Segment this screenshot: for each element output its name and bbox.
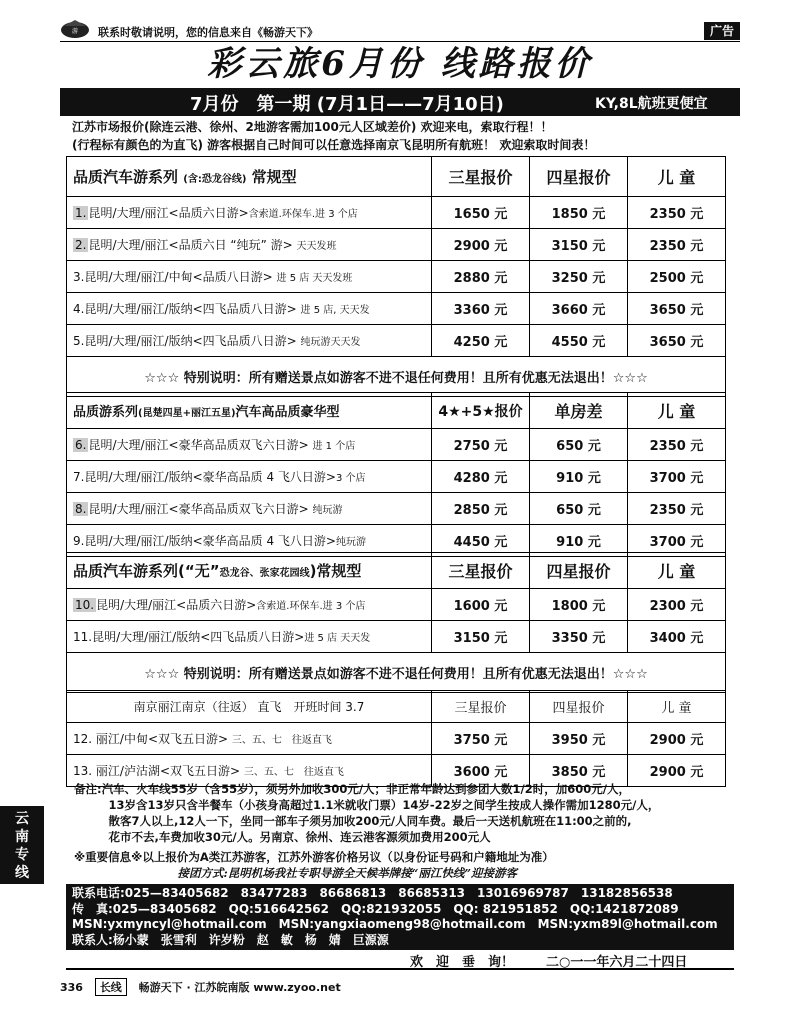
col-3star: 三星报价	[432, 691, 530, 723]
table-row	[67, 325, 726, 357]
table-row	[67, 229, 726, 261]
route-name: 昆明/大理/丽江/版纳<四飞品质八日游>	[92, 630, 305, 644]
route-name: 丽江/泸沽湖<双飞五日游>	[95, 764, 241, 778]
price-single-room: 910 元	[530, 461, 628, 493]
table-header-row	[67, 553, 726, 589]
route-extra: 3 个店	[335, 473, 366, 484]
region-side-tab	[0, 806, 44, 884]
row-number: 2.	[75, 238, 87, 252]
route-name: 昆明/大理/丽江/版纳<四飞品质八日游>	[84, 302, 297, 316]
price-child: 2350 元	[628, 429, 726, 461]
price-child: 2900 元	[628, 723, 726, 755]
price-4-5star: 4450 元	[432, 525, 530, 557]
row-number: 8.	[75, 502, 87, 516]
table-row	[67, 197, 726, 229]
series-sub: (昆楚四星+丽江五星)	[138, 408, 236, 419]
price-child: 3700 元	[628, 461, 726, 493]
table-row	[67, 293, 726, 325]
price-child: 2900 元	[628, 755, 726, 787]
col-4star: 四星报价	[530, 691, 628, 723]
price-4star: 1850 元	[530, 197, 628, 229]
magazine-logo	[60, 18, 90, 40]
route-extra: 三、五、七 往返直飞	[231, 735, 332, 746]
route-name: 昆明/大理/丽江/中甸<品质八日游>	[84, 270, 273, 284]
price-child: 2300 元	[628, 589, 726, 621]
row-number: 4.	[73, 302, 85, 316]
row-number: 13.	[73, 764, 93, 778]
route-extra: 纯玩游天天发	[300, 337, 361, 348]
price-child: 2350 元	[628, 493, 726, 525]
row-number: 11.	[73, 630, 93, 644]
row-number: 3.	[73, 270, 85, 284]
series-title	[67, 393, 432, 429]
row-number: 9.	[73, 534, 85, 548]
route-name: 昆明/大理/丽江<品质六日游>	[96, 598, 257, 612]
price-table-no-dino	[66, 552, 726, 693]
table-row	[67, 429, 726, 461]
route-name: 昆明/大理/丽江/版纳<四飞品质八日游>	[84, 334, 297, 348]
price-child: 2350 元	[628, 197, 726, 229]
section-label: 长线	[95, 978, 127, 996]
row-number: 1.	[75, 206, 87, 220]
col-4star: 四星报价	[530, 553, 628, 589]
price-single-room: 910 元	[530, 525, 628, 557]
row-number: 5.	[73, 334, 85, 348]
contact-block	[66, 884, 734, 950]
price-3star: 3600 元	[432, 755, 530, 787]
row-number: 7.	[73, 470, 85, 484]
remark-line: 13岁含13岁只含半餐车（小孩身高超过1.1米就收门票）14岁-22岁之间学生按成人操作需加1280元/人，	[74, 798, 660, 812]
route-cell	[67, 293, 432, 325]
price-table-standard	[66, 156, 726, 397]
price-child: 2500 元	[628, 261, 726, 293]
col-3star: 三星报价	[432, 157, 530, 197]
price-child: 3650 元	[628, 293, 726, 325]
price-4-5star: 2750 元	[432, 429, 530, 461]
series-title	[67, 157, 432, 197]
price-3star: 1650 元	[432, 197, 530, 229]
route-name: 昆明/大理/丽江/版纳<豪华高品质 4 飞八日游>	[84, 534, 336, 548]
col-4-5star: 4★+5★报价	[432, 393, 530, 429]
table-row	[67, 589, 726, 621]
banner-period: 7月份 第一期 (7月1日——7月10日)	[190, 94, 504, 115]
price-4star: 3250 元	[530, 261, 628, 293]
special-note: ☆☆☆ 特别说明：所有赠送景点如游客不进不退任何费用！且所有优惠无法退出！☆☆☆	[67, 357, 726, 397]
ad-tag: 广告	[704, 22, 740, 40]
welcome-text: 欢 迎 垂 询！	[410, 955, 515, 970]
price-4star: 4550 元	[530, 325, 628, 357]
col-child: 儿 童	[628, 393, 726, 429]
price-3star: 1600 元	[432, 589, 530, 621]
remark-line: 备注:汽车、火车线55岁（含55岁），须另外加收300元/人；非正常年龄达到参团人数1/2时，加600元/人，	[74, 782, 630, 796]
remark-line: 花市不去,车费加收30元/人。另南京、徐州、连云港客源须加费用200元人	[74, 830, 491, 844]
price-3star: 2880 元	[432, 261, 530, 293]
special-note: ☆☆☆ 特别说明：所有赠送景点如游客不进不退任何费用！且所有优惠无法退出！☆☆☆	[67, 653, 726, 693]
price-child: 3700 元	[628, 525, 726, 557]
table-row	[67, 621, 726, 653]
contact-msn: MSN:yxmyncyl@hotmail.com MSN:yangxiaomeng98@hotmail.com MSN:yxm89l@hotmail.com	[72, 917, 718, 931]
table-row	[67, 261, 726, 293]
route-name: 昆明/大理/丽江<品质六日游>	[88, 206, 249, 220]
series-type: 常规型	[251, 168, 297, 186]
price-3star: 3360 元	[432, 293, 530, 325]
route-extra: 含索道.环保车.进 3 个店	[248, 209, 358, 220]
table-header-row	[67, 691, 726, 723]
series-type: 汽车高品质豪华型	[235, 405, 340, 420]
contact-phone: 联系电话:025—83405682 83477283 86686813 86685313 13016969787 13182856538	[72, 886, 673, 900]
price-4star: 1800 元	[530, 589, 628, 621]
price-table-luxury	[66, 392, 726, 557]
col-child: 儿 童	[628, 157, 726, 197]
route-cell	[67, 325, 432, 357]
page-title: 彩云旅6月份 线路报价	[207, 44, 593, 84]
route-extra: 三、五、七 往返直飞	[243, 767, 344, 778]
price-single-room: 650 元	[530, 429, 628, 461]
table-row	[67, 461, 726, 493]
route-name: 丽江/中甸<双飞五日游>	[95, 732, 229, 746]
price-4-5star: 2850 元	[432, 493, 530, 525]
price-3star: 4250 元	[432, 325, 530, 357]
route-extra: 天天发班	[296, 241, 337, 252]
publication-name: 畅游天下 · 江苏皖南版 www.zyoo.net	[138, 981, 341, 994]
price-child: 3400 元	[628, 621, 726, 653]
route-extra: 纯玩游	[335, 537, 366, 548]
price-child: 2350 元	[628, 229, 726, 261]
svg-text:游: 游	[71, 28, 79, 35]
side-tab-char: 南	[15, 829, 29, 845]
header-note: 联系时敬请说明，您的信息来自《畅游天下》	[98, 26, 318, 39]
price-4star: 3950 元	[530, 723, 628, 755]
series-type: )常规型	[309, 562, 362, 580]
col-child: 儿 童	[628, 553, 726, 589]
remark-line: 散客7人以上,12人一下，坐同一部车子须另加收200元/人同车费。最后一天送机航班在11:00之前的,	[74, 814, 632, 828]
series-title: 南京丽江南京（往返） 直飞 开班时间 3.7	[67, 691, 432, 723]
price-4star: 3350 元	[530, 621, 628, 653]
remarks	[74, 781, 734, 881]
page-footer	[60, 978, 341, 996]
route-extra: 进 1 个店	[312, 441, 356, 452]
price-child: 3650 元	[628, 325, 726, 357]
route-name: 昆明/大理/丽江<品质六日 “纯玩” 游>	[88, 238, 293, 252]
price-3star: 3150 元	[432, 621, 530, 653]
price-3star: 2900 元	[432, 229, 530, 261]
route-cell	[67, 429, 432, 461]
table-header-row	[67, 393, 726, 429]
col-4star: 四星报价	[530, 157, 628, 197]
price-4star: 3150 元	[530, 229, 628, 261]
route-extra: 纯玩游	[312, 505, 343, 516]
issue-date: 二○一一年六月二十四日	[546, 955, 688, 970]
row-number: 6.	[75, 438, 87, 452]
table-row	[67, 493, 726, 525]
route-extra: 进 5 店 天天发班	[276, 273, 353, 284]
price-single-room: 650 元	[530, 493, 628, 525]
side-tab-char: 云	[15, 811, 29, 827]
special-note-row	[67, 653, 726, 693]
series-name: 品质汽车游系列(“无”	[73, 562, 220, 580]
contact-people: 联系人:杨小蒙 张雪利 许岁粉 赵 敏 杨 婧 巨源源	[72, 932, 389, 947]
table-header-row	[67, 157, 726, 197]
footer-bar	[66, 950, 734, 970]
route-cell	[67, 261, 432, 293]
route-extra: 进 5 店 天天发	[304, 633, 371, 644]
route-extra: 进 5 店, 天天发	[300, 305, 370, 316]
special-note-row	[67, 357, 726, 397]
series-name: 品质游系列	[73, 405, 139, 420]
series-title	[67, 553, 432, 589]
col-3star: 三星报价	[432, 553, 530, 589]
route-cell	[67, 229, 432, 261]
series-sub: (含:恐龙谷线)	[183, 174, 247, 185]
banner-note: KY,8L航班更便宜	[595, 96, 708, 112]
route-name: 昆明/大理/丽江/版纳<豪华高品质 4 飞八日游>	[84, 470, 336, 484]
table-row	[67, 723, 726, 755]
remark-line: 接团方式:昆明机场我社专职导游全天候举牌接“丽江快线”迎接游客	[74, 866, 517, 880]
route-cell	[67, 723, 432, 755]
series-sub: 恐龙谷、张家花园线	[219, 568, 310, 579]
price-4star: 3850 元	[530, 755, 628, 787]
remark-line: ※重要信息※以上报价为A类江苏游客，江苏外游客价格另议（以身份证号码和户籍地址为准）	[74, 850, 554, 864]
price-3star: 3750 元	[432, 723, 530, 755]
route-cell	[67, 589, 432, 621]
route-cell	[67, 621, 432, 653]
row-number: 12.	[73, 732, 93, 746]
intro-line-1: 江苏市场报价(除连云港、徐州、2地游客需加100元人区域差价) 欢迎来电，索取行程！！	[72, 120, 553, 134]
page-number: 336	[60, 981, 83, 994]
col-single-room: 单房差	[530, 393, 628, 429]
side-tab-char: 专	[15, 847, 29, 863]
route-cell	[67, 197, 432, 229]
price-4-5star: 4280 元	[432, 461, 530, 493]
route-cell	[67, 461, 432, 493]
route-cell	[67, 493, 432, 525]
route-extra: 含索道.环保车.进 3 个店	[256, 601, 366, 612]
price-table-direct-flight	[66, 690, 726, 787]
intro-line-2: (行程标有颜色的为直飞) 游客根据自己时间可以任意选择南京飞昆明所有航班！ 欢迎索取时间表！	[72, 138, 596, 152]
col-child: 儿 童	[628, 691, 726, 723]
route-name: 昆明/大理/丽江<豪华高品质双飞六日游>	[88, 502, 309, 516]
row-number: 10.	[75, 598, 95, 612]
route-name: 昆明/大理/丽江<豪华高品质双飞六日游>	[88, 438, 309, 452]
series-name: 品质汽车游系列	[73, 168, 179, 186]
side-tab-char: 线	[15, 865, 29, 881]
contact-fax-qq: 传 真:025—83405682 QQ:516642562 QQ:821932055 QQ: 821951852 QQ:1421872089	[72, 901, 679, 916]
price-4star: 3660 元	[530, 293, 628, 325]
